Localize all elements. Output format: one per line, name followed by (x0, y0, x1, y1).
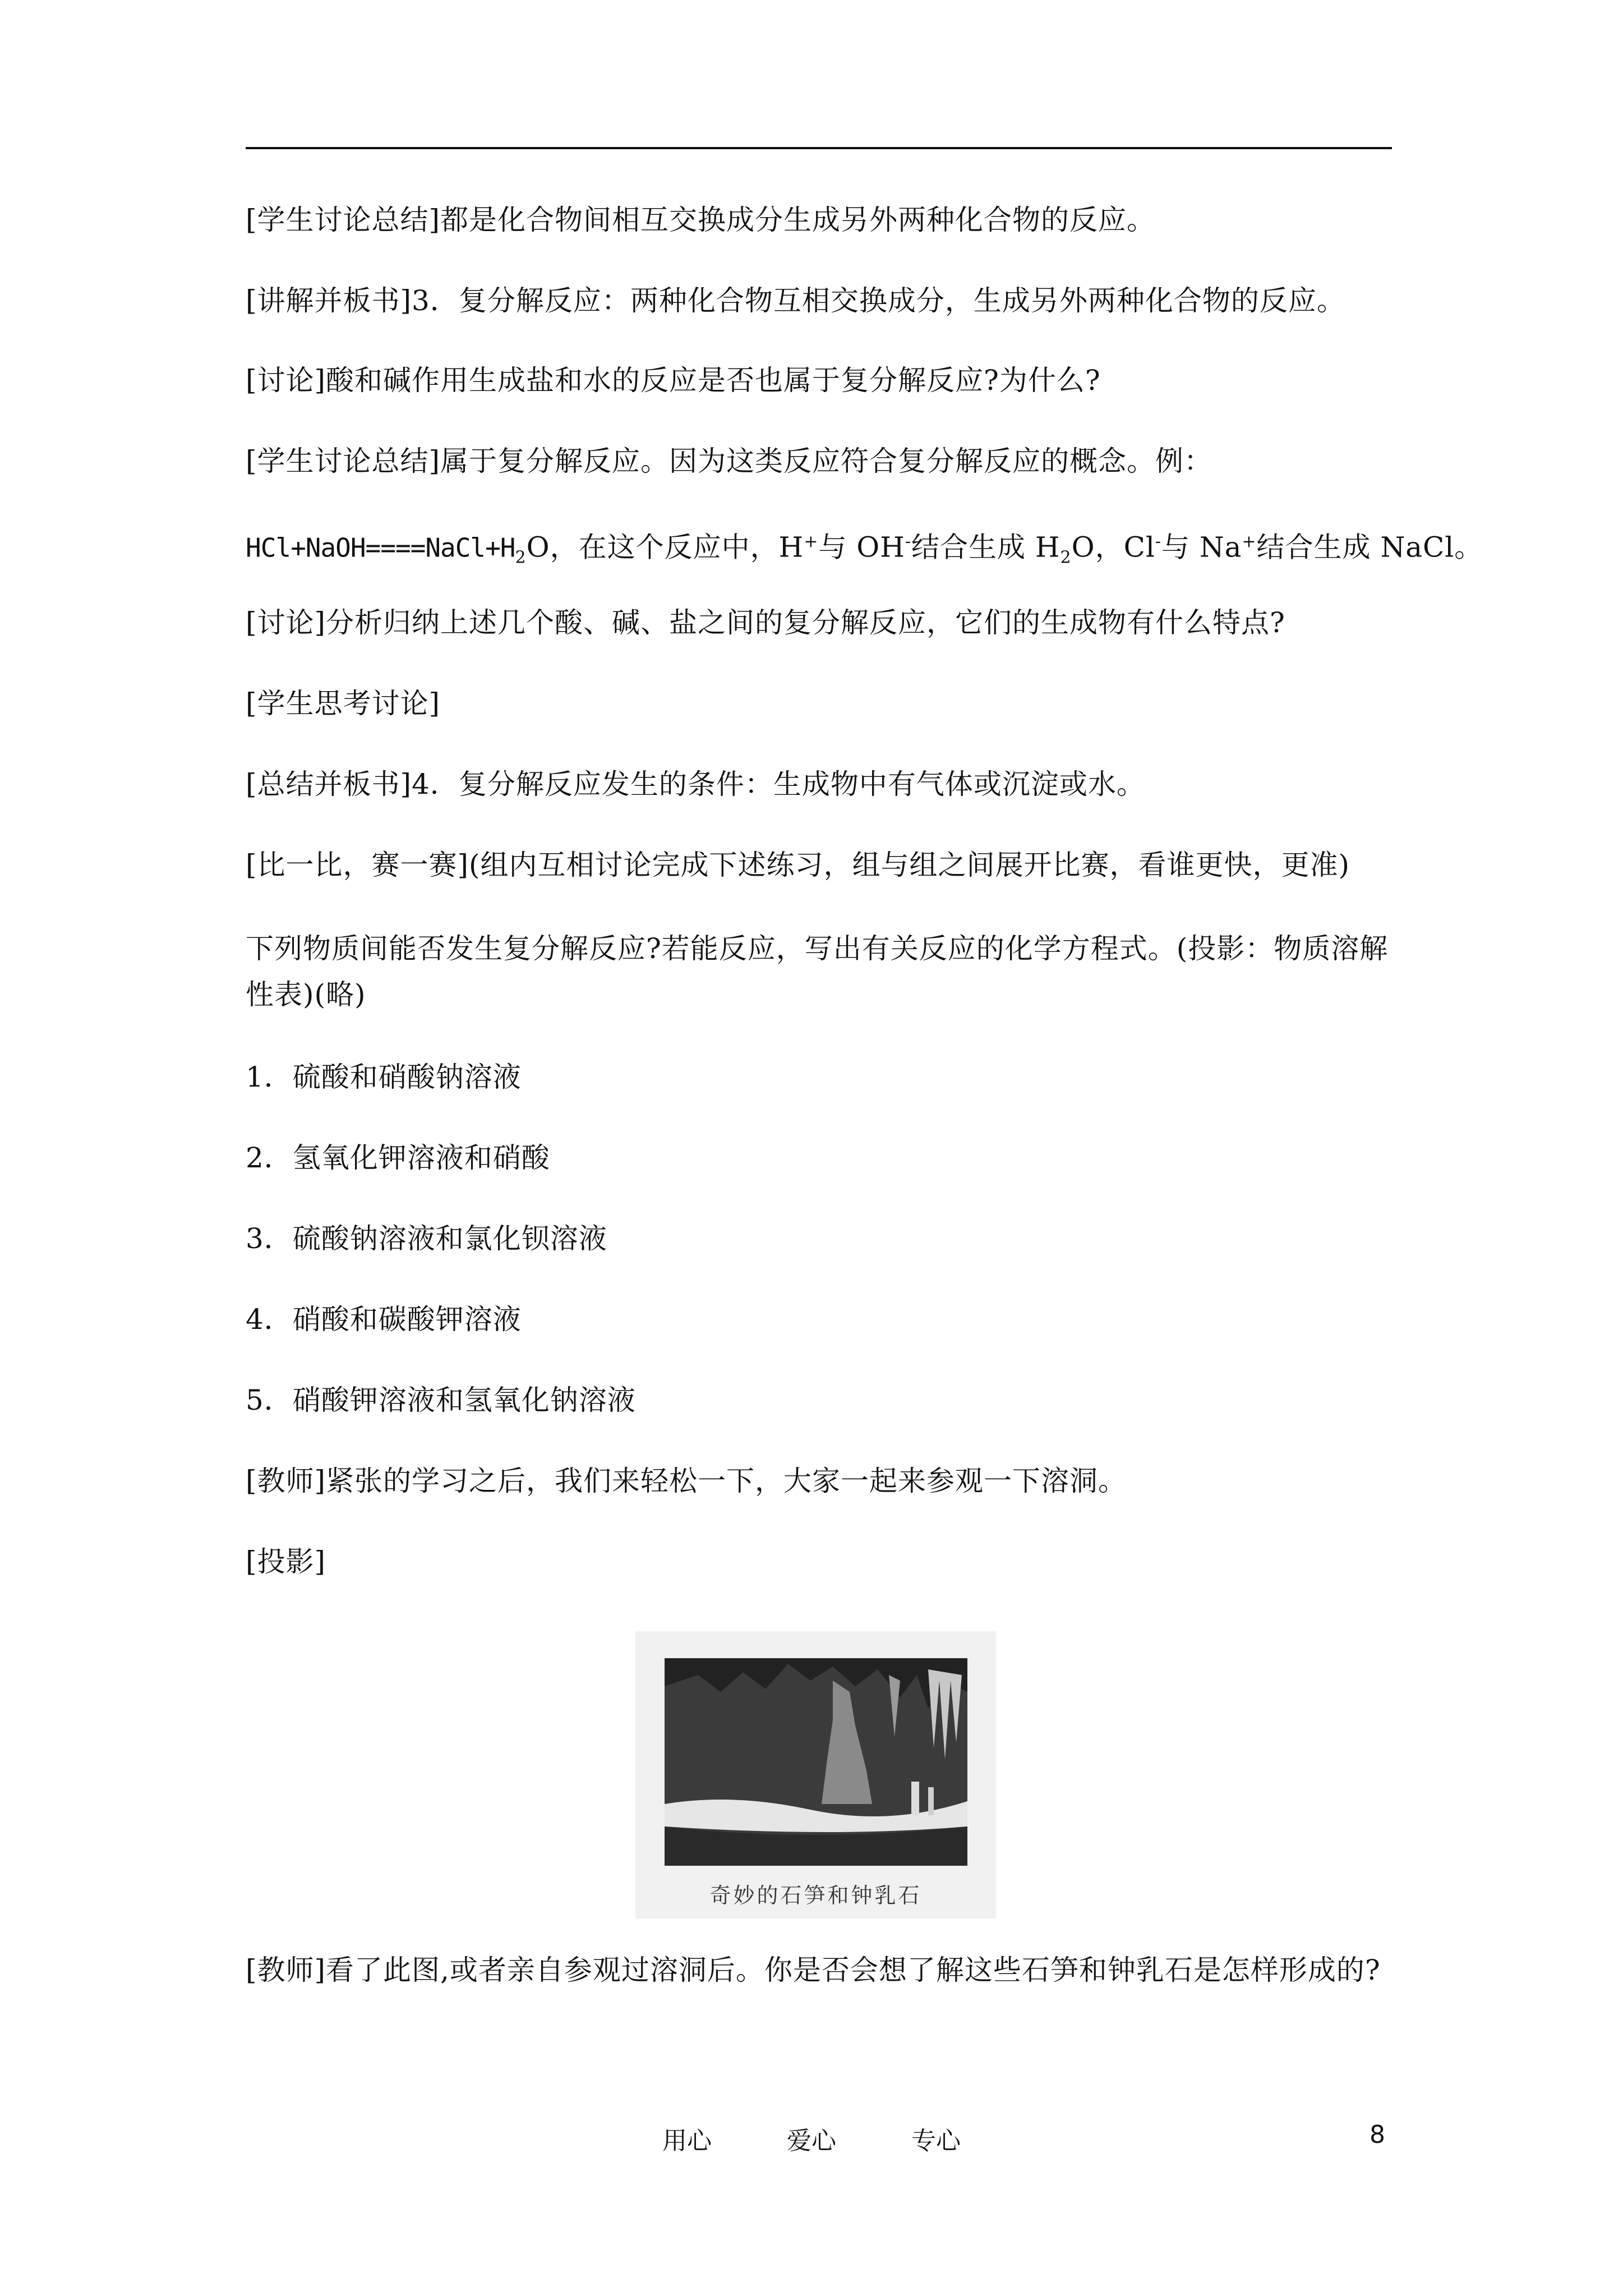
footer-item: 用心 (662, 2127, 712, 2155)
equation-sub-2: 2 (515, 547, 527, 568)
list-item: 5．硝酸钾溶液和氢氧化钠溶液 (246, 1384, 636, 1416)
paragraph-equation (246, 522, 1483, 578)
paragraph-4: [学生讨论总结]属于复分解反应。因为这类反应符合复分解反应的概念。例： (246, 445, 1213, 477)
footer-item: 专心 (911, 2127, 961, 2155)
na-ion-sup: + (1242, 532, 1257, 551)
paragraph-7: [学生思考讨论] (246, 687, 441, 720)
paragraph-11: [教师]紧张的学习之后，我们来轻松一下，大家一起来参观一下溶洞。 (246, 1465, 1127, 1497)
equation-mid-2: 结合生成 H (911, 531, 1061, 564)
equation-mid-4: 与 Na (1161, 531, 1242, 564)
h2o-sub: 2 (1060, 547, 1072, 568)
paragraph-8: [总结并板书]4．复分解反应发生的条件：生成物中有气体或沉淀或水。 (246, 768, 1145, 800)
equation-mid-3: O，Cl (1071, 531, 1155, 564)
paragraph-3: [讨论]酸和碱作用生成盐和水的反应是否也属于复分解反应?为什么? (246, 364, 1101, 397)
paragraph-13: [教师]看了此图,或者亲自参观过溶洞后。你是否会想了解这些石笋和钟乳石是怎样形成的? (246, 1954, 1381, 1986)
header-rule (246, 147, 1392, 149)
stalactite-illustration (665, 1658, 967, 1866)
page-number: 8 (1370, 2120, 1385, 2149)
list-item: 4．硝酸和碳酸钾溶液 (246, 1303, 522, 1336)
h-ion-sup: + (804, 532, 819, 551)
paragraph-1: [学生讨论总结]都是化合物间相互交换成分生成另外两种化合物的反应。 (246, 204, 1156, 236)
cave-photo (665, 1658, 967, 1866)
list-item: 3．硫酸钠溶液和氯化钡溶液 (246, 1222, 607, 1255)
list-item: 1．硫酸和硝酸钠溶液 (246, 1061, 522, 1093)
paragraph-10: 下列物质间能否发生复分解反应?若能反应，写出有关反应的化学方程式。(投影：物质溶解性表)(略) (246, 932, 1389, 1011)
cave-figure (635, 1631, 996, 1918)
paragraph-9: [比一比，赛一赛](组内互相讨论完成下述练习，组与组之间展开比赛，看谁更快，更准) (246, 849, 1350, 881)
equation-text: HCl+NaOH====NaCl+H (246, 532, 515, 563)
equation-mid-1: 与 OH (818, 531, 905, 564)
equation-tail: O，在这个反应中，H (526, 531, 804, 564)
paragraph-6: [讨论]分析归纳上述几个酸、碱、盐之间的复分解反应，它们的生成物有什么特点? (246, 606, 1285, 639)
paragraph-2: [讲解并板书]3．复分解反应：两种化合物互相交换成分，生成另外两种化合物的反应。 (246, 284, 1345, 317)
equation-end: 结合生成 NaCl。 (1256, 531, 1483, 564)
oh-ion-sup: - (905, 532, 911, 551)
paragraph-12: [投影] (246, 1545, 326, 1578)
footer-item: 爱心 (787, 2127, 836, 2155)
list-item: 2．氢氧化钾溶液和硝酸 (246, 1142, 550, 1174)
figure-caption: 奇妙的石笋和钟乳石 (709, 1883, 922, 1908)
cl-ion-sup: - (1155, 532, 1161, 551)
